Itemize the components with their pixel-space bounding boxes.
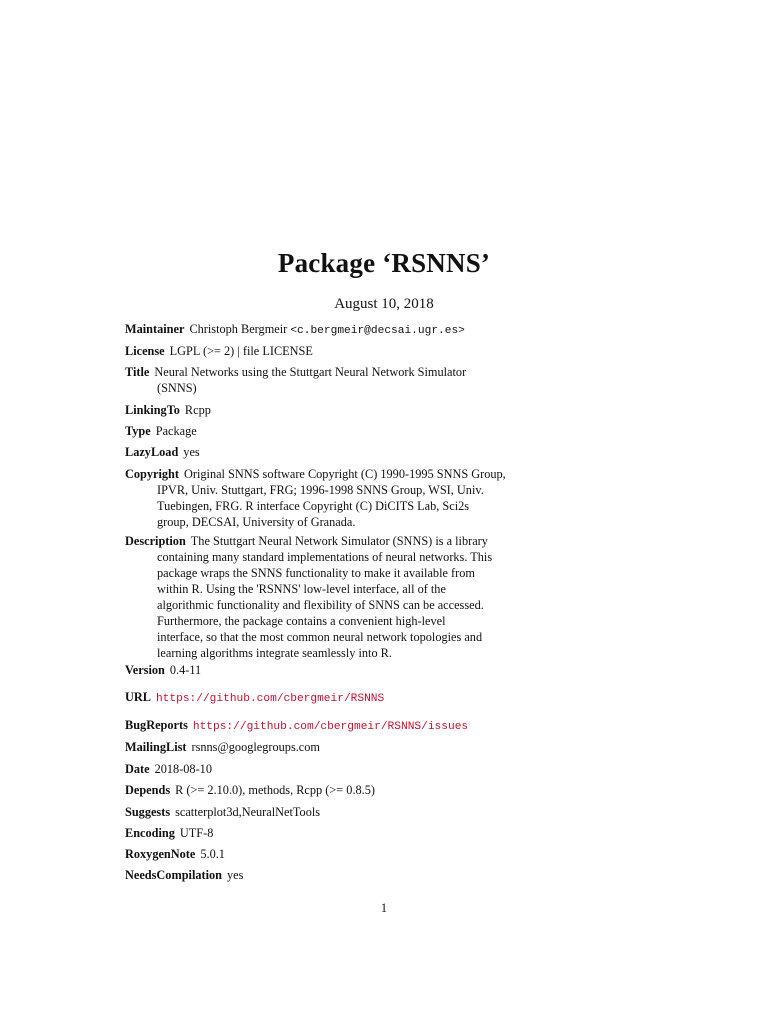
field-maintainer bbox=[125, 321, 525, 339]
field-key-type: Type bbox=[125, 424, 151, 438]
field-value-suggests: scatterplot3d,NeuralNetTools bbox=[175, 805, 321, 819]
package-title: Package ‘RSNNS’ bbox=[277, 248, 491, 278]
field-value-encoding: UTF-8 bbox=[179, 826, 214, 840]
description-text-1: The Stuttgart Neural Network Simulator (SNNS) is a library bbox=[190, 534, 488, 548]
description-line-8: learning algorithms integrate seamlessly into R. bbox=[157, 646, 392, 660]
bugreports-link[interactable]: https://github.com/cbergmeir/RSNNS/issues bbox=[192, 721, 469, 733]
field-version bbox=[125, 662, 525, 678]
field-url bbox=[125, 689, 525, 707]
copyright-line-3: Tuebingen, FRG. R interface Copyright (C) DiCITS Lab, Sci2s bbox=[157, 499, 470, 513]
field-key-mailinglist: MailingList bbox=[125, 740, 187, 754]
field-value-roxygennote: 5.0.1 bbox=[200, 847, 225, 861]
field-title bbox=[125, 364, 525, 396]
field-key-copyright: Copyright bbox=[125, 467, 179, 481]
field-copyright bbox=[125, 466, 525, 530]
field-key-version: Version bbox=[125, 663, 165, 677]
field-bugreports bbox=[125, 717, 525, 735]
field-value-mailinglist: rsnns@googlegroups.com bbox=[191, 740, 320, 754]
copyright-line-4: group, DECSAI, University of Granada. bbox=[157, 515, 356, 529]
field-lazyload bbox=[125, 444, 525, 460]
field-key-roxygennote: RoxygenNote bbox=[125, 847, 196, 861]
description-line-1 bbox=[125, 533, 525, 549]
title-text-1: Neural Networks using the Stuttgart Neural Network Simulator bbox=[154, 365, 467, 379]
description-line-4: within R. Using the 'RSNNS' low-level interface, all of the bbox=[157, 582, 446, 596]
field-key-encoding: Encoding bbox=[125, 826, 175, 840]
field-value-type: Package bbox=[155, 424, 197, 438]
field-value-license: LGPL (>= 2) | file LICENSE bbox=[169, 344, 313, 358]
title-line-1 bbox=[125, 364, 525, 380]
field-value-date: 2018-08-10 bbox=[154, 762, 212, 776]
field-key-depends: Depends bbox=[125, 783, 171, 797]
page-number: 1 bbox=[380, 901, 388, 915]
field-value-linkingto: Rcpp bbox=[184, 403, 211, 417]
field-key-lazyload: LazyLoad bbox=[125, 445, 179, 459]
field-key-url: URL bbox=[125, 690, 151, 704]
field-key-suggests: Suggests bbox=[125, 805, 171, 819]
field-date bbox=[125, 761, 525, 777]
field-key-title: Title bbox=[125, 365, 150, 379]
url-link[interactable]: https://github.com/cbergmeir/RSNNS bbox=[155, 693, 385, 705]
copyright-line-1 bbox=[125, 466, 525, 482]
field-linkingto bbox=[125, 402, 525, 418]
field-key-date: Date bbox=[125, 762, 150, 776]
description-line-3: package wraps the SNNS functionality to make it available from bbox=[157, 566, 475, 580]
field-value-needscompilation: yes bbox=[227, 868, 244, 882]
maintainer-name: Christoph Bergmeir bbox=[189, 322, 288, 336]
description-line-5: algorithmic functionality and flexibility of SNNS can be accessed. bbox=[157, 598, 484, 612]
copyright-line-2: IPVR, Univ. Stuttgart, FRG; 1996-1998 SNNS Group, WSI, Univ. bbox=[157, 483, 484, 497]
field-encoding bbox=[125, 825, 525, 841]
document-date: August 10, 2018 bbox=[334, 296, 434, 312]
field-mailinglist bbox=[125, 739, 525, 755]
field-description bbox=[125, 533, 525, 661]
description-line-7: interface, so that the most common neural network topologies and bbox=[157, 630, 483, 644]
field-needscompilation bbox=[125, 867, 525, 883]
description-line-2: containing many standard implementations of neural networks. This bbox=[157, 550, 493, 564]
copyright-text-1: Original SNNS software Copyright (C) 1990-1995 SNNS Group, bbox=[183, 467, 506, 481]
field-value-depends: R (>= 2.10.0), methods, Rcpp (>= 0.8.5) bbox=[175, 783, 375, 797]
field-value-lazyload: yes bbox=[183, 445, 200, 459]
description-line-6: Furthermore, the package contains a convenient high-level bbox=[157, 614, 446, 628]
field-key-needscompilation: NeedsCompilation bbox=[125, 868, 223, 882]
maintainer-email: <c.bergmeir@decsai.ugr.es> bbox=[290, 325, 465, 337]
field-key-linkingto: LinkingTo bbox=[125, 403, 180, 417]
field-key-description: Description bbox=[125, 534, 186, 548]
field-license bbox=[125, 343, 525, 359]
field-value-version: 0.4-11 bbox=[169, 663, 202, 677]
field-depends bbox=[125, 782, 525, 798]
field-suggests bbox=[125, 804, 525, 820]
title-line-2: (SNNS) bbox=[157, 381, 197, 395]
field-roxygennote bbox=[125, 846, 525, 862]
field-key-license: License bbox=[125, 344, 165, 358]
field-type bbox=[125, 423, 525, 439]
field-key-maintainer: Maintainer bbox=[125, 322, 185, 336]
field-key-bugreports: BugReports bbox=[125, 718, 188, 732]
